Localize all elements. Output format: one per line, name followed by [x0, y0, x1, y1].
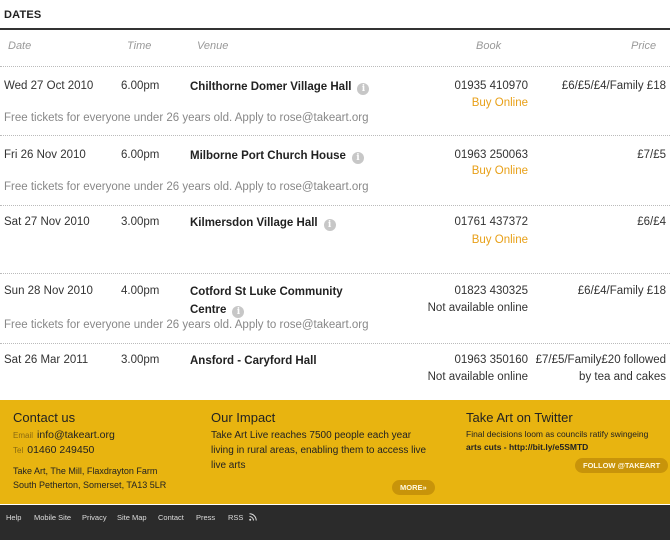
nav-site-map[interactable]: Site Map [117, 513, 147, 522]
impact-text-1: Take Art Live reaches 7500 people each year [211, 430, 412, 441]
contact-email[interactable]: Email info@takeart.org [13, 429, 115, 441]
tweet-line-1: Final decisions loom as councils ratify swingeing [466, 429, 649, 439]
event-date: Sat 26 Mar 2011 [4, 354, 89, 366]
nav-mobile-site[interactable]: Mobile Site [34, 513, 72, 522]
buy-online-link[interactable]: Buy Online [471, 234, 528, 246]
header-price: Price [631, 40, 657, 52]
bottom-nav-bar [0, 505, 670, 540]
event-price: £7/£5/Family£20 followed [535, 354, 666, 366]
info-icon[interactable]: i [232, 306, 244, 318]
event-row [0, 67, 670, 136]
event-price: £6/£5/£4/Family £18 [561, 80, 666, 92]
impact-text-3: live arts [211, 460, 246, 471]
header-venue: Venue [197, 40, 229, 52]
event-row [0, 274, 670, 344]
footer [0, 400, 670, 504]
event-time: 4.00pm [121, 285, 160, 297]
impact-text-2: living in rural areas, enabling them to access live [211, 445, 427, 456]
event-phone: 01761 437372 [454, 216, 528, 228]
event-phone: 01823 430325 [454, 285, 528, 297]
rss-icon [249, 513, 257, 521]
event-row [0, 206, 670, 274]
event-note: Free tickets for everyone under 26 years old. Apply to rose@takeart.org [4, 112, 369, 124]
info-icon[interactable]: i [324, 219, 336, 231]
header-date: Date [8, 40, 32, 52]
event-venue[interactable]: Kilmersdon Village Hall i [190, 214, 336, 232]
nav-privacy[interactable]: Privacy [82, 513, 107, 522]
tweet-line-2[interactable]: arts cuts - http://bit.ly/e5SMTD [466, 442, 589, 452]
buy-online-link[interactable]: Buy Online [471, 165, 528, 177]
event-date: Sun 28 Nov 2010 [4, 285, 93, 297]
nav-help[interactable]: Help [6, 513, 22, 522]
event-venue[interactable]: Chilthorne Domer Village Hall i [190, 78, 369, 96]
event-time: 6.00pm [121, 149, 160, 161]
dates-title: DATES [4, 9, 42, 21]
event-row [0, 344, 670, 396]
event-price: £6/£4/Family £18 [577, 285, 666, 297]
contact-heading: Contact us [13, 410, 76, 425]
header-book: Book [476, 40, 502, 52]
event-venue[interactable]: Ansford - Caryford Hall [190, 355, 317, 367]
nav-contact[interactable]: Contact [158, 513, 184, 522]
nav-rss[interactable]: RSS [228, 513, 257, 522]
nav-press[interactable]: Press [196, 513, 216, 522]
event-time: 3.00pm [121, 354, 160, 366]
address-line-1: Take Art, The Mill, Flaxdrayton Farm [13, 466, 158, 476]
follow-button[interactable]: FOLLOW @TAKEART [575, 458, 668, 473]
event-venue[interactable]: Milborne Port Church House i [190, 147, 364, 165]
booking-status: Not available online [427, 371, 528, 383]
twitter-heading: Take Art on Twitter [466, 410, 573, 425]
impact-heading: Our Impact [211, 410, 276, 425]
title-rule [0, 28, 670, 30]
event-phone: 01935 410970 [454, 80, 528, 92]
info-icon[interactable]: i [357, 83, 369, 95]
event-venue-line-2[interactable]: Centre i [190, 301, 244, 319]
event-price-line-2: by tea and cakes [579, 371, 666, 383]
buy-online-link[interactable]: Buy Online [471, 97, 528, 109]
event-note: Free tickets for everyone under 26 years old. Apply to rose@takeart.org [4, 319, 369, 331]
event-venue[interactable]: Cotford St Luke Community [190, 286, 343, 298]
address-line-2: South Petherton, Somerset, TA13 5LR [13, 480, 167, 490]
more-button[interactable]: MORE» [392, 480, 435, 495]
booking-status: Not available online [427, 302, 528, 314]
contact-phone: Tel 01460 249450 [13, 444, 95, 456]
event-phone: 01963 350160 [454, 354, 528, 366]
event-price: £6/£4 [637, 216, 666, 228]
event-date: Wed 27 Oct 2010 [4, 80, 94, 92]
event-time: 6.00pm [121, 80, 160, 92]
event-phone: 01963 250063 [454, 149, 528, 161]
event-price: £7/£5 [637, 149, 666, 161]
header-time: Time [127, 40, 152, 52]
event-date: Sat 27 Nov 2010 [4, 216, 90, 228]
event-row [0, 136, 670, 206]
event-note: Free tickets for everyone under 26 years old. Apply to rose@takeart.org [4, 181, 369, 193]
event-date: Fri 26 Nov 2010 [4, 149, 86, 161]
event-time: 3.00pm [121, 216, 160, 228]
info-icon[interactable]: i [352, 152, 364, 164]
